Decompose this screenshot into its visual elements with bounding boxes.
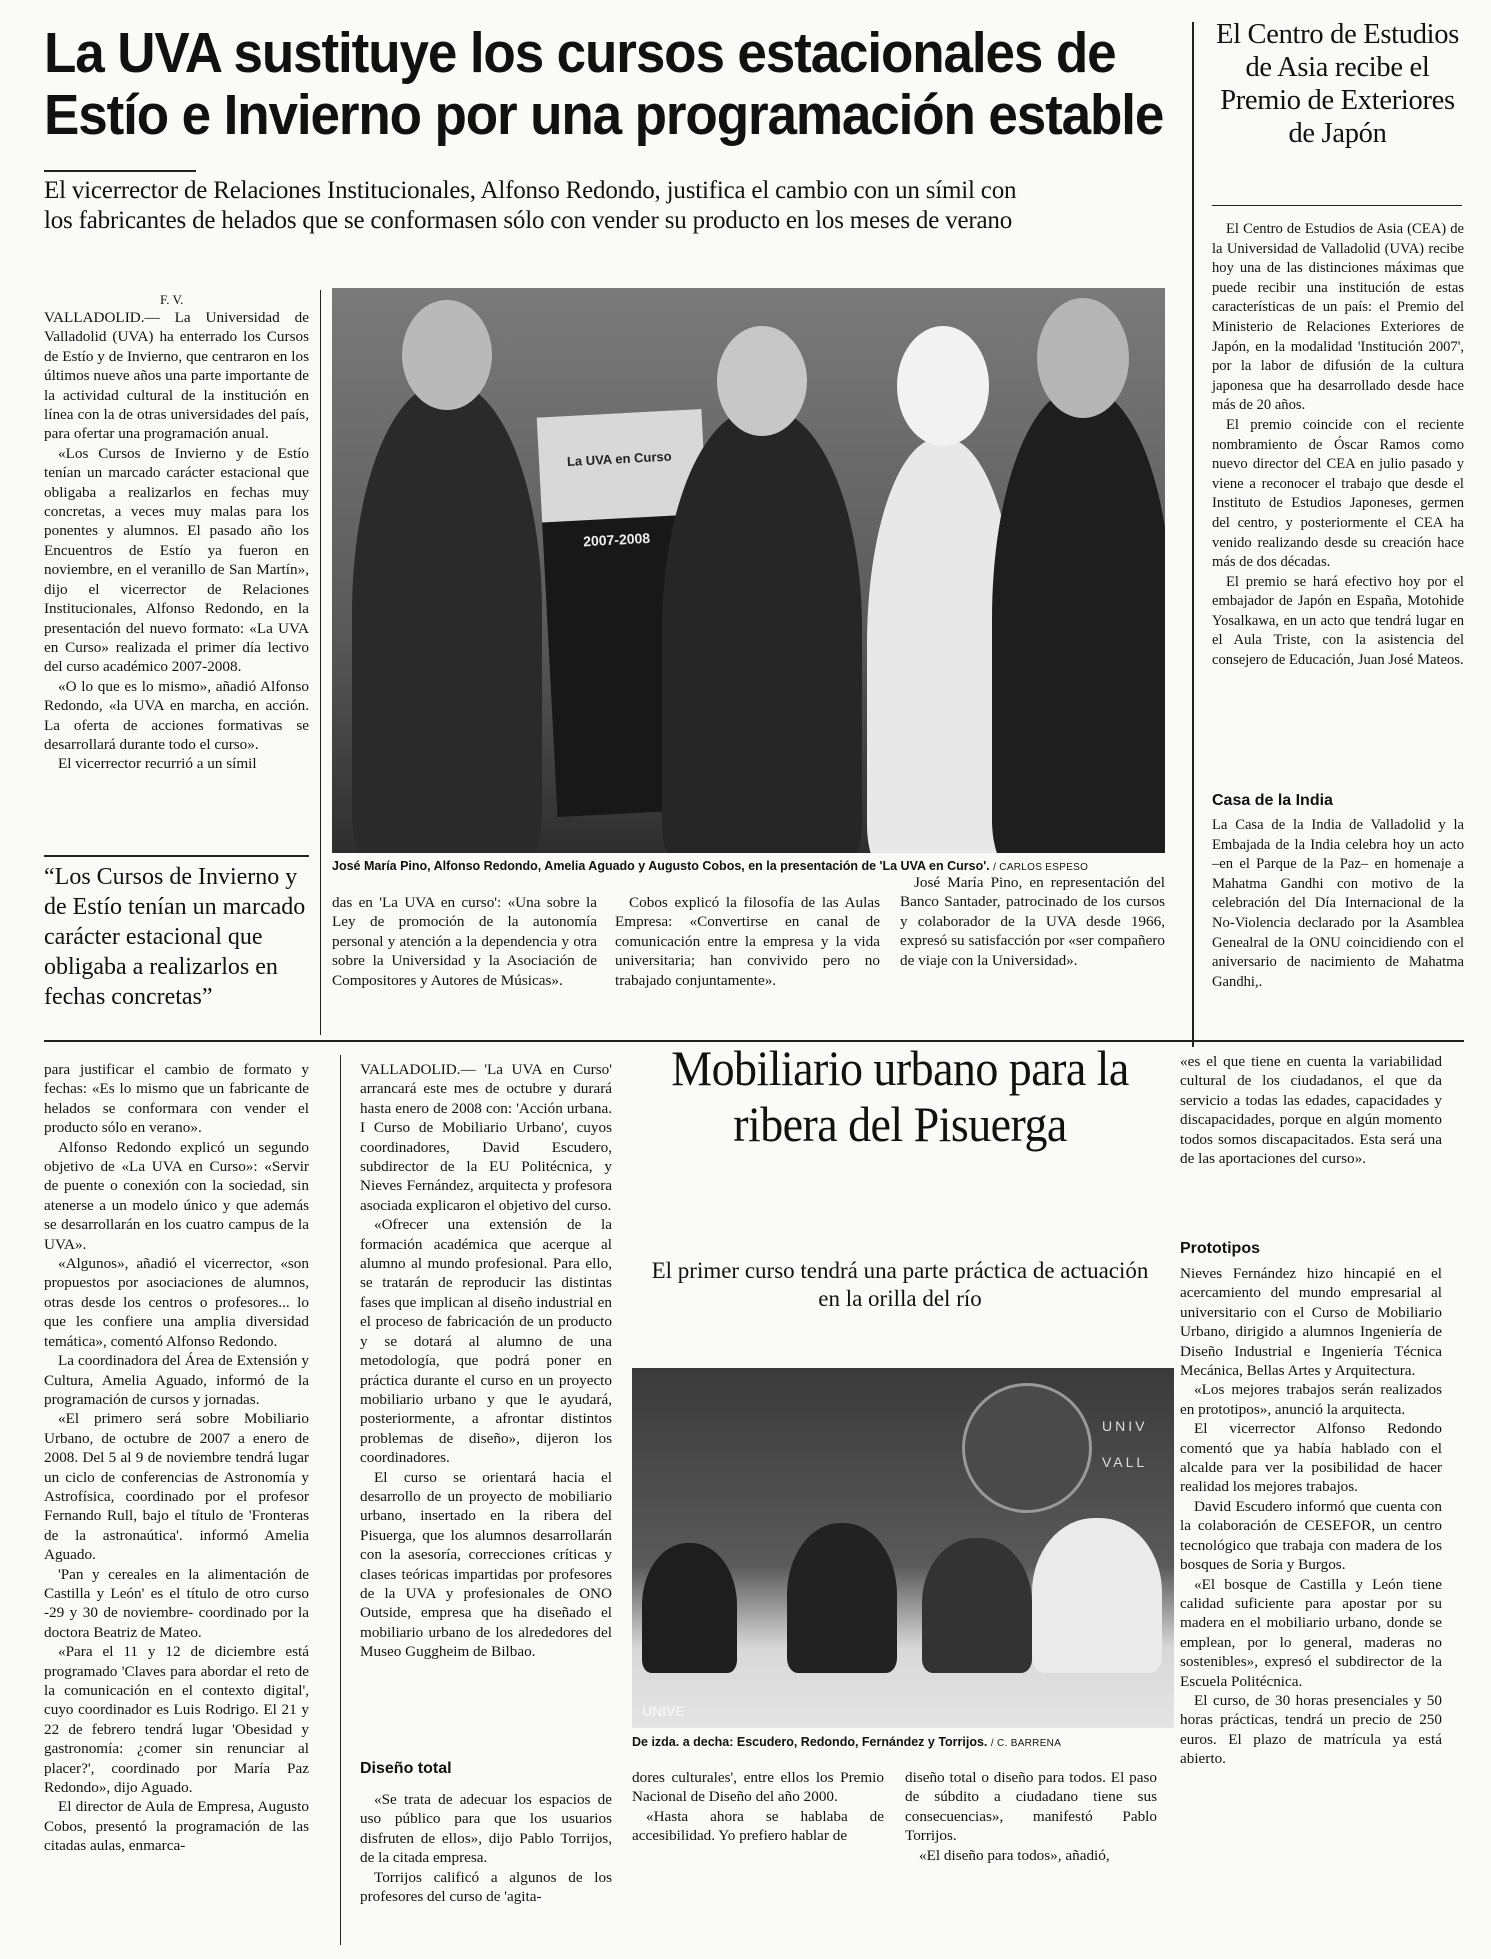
under-photo-col-2 (615, 893, 880, 990)
paragraph: «El bosque de Castilla y León tiene calidad suficiente para apostar por su madera en el mobiliario urbano, donde se emplean, por lo general, maderas no sostenibles», expresó el subdirector de la Escuela Politécnica. (1180, 1575, 1442, 1690)
subhead-diseno-total: Diseño total (360, 1760, 452, 1777)
paragraph: David Escudero informó que cuenta con la colaboración de CESEFOR, un centro tecnológico que trabaja con madera de los bosques de Soria y Burgos. (1180, 1497, 1442, 1574)
paragraph: «Los Cursos de Invierno y de Estío tenían un marcado carácter estacional que obligaba a realizarlos en fechas muy concretas, a veces muy malas para los ponentes y alumnos. El pasado año los Encuentros de Estío ya fueron en noviembre, en el veranillo de San Martín», dijo el vicerrector de Relaciones Institucionales, Alfonso Redondo, en la presentación del nuevo formato: «La UVA en Curso» realizada el primer día lectivo del curso académico 2007-2008. (44, 444, 309, 676)
side-headline: El Centro de Estudios de Asia recibe el Premio de Exteriores de Japón (1215, 19, 1460, 149)
paragraph: para justificar el cambio de formato y fechas: «Es lo mismo que un fabricante de helados se conformara con vender el producto sólo en verano». (44, 1061, 309, 1137)
caption-credit: / C. BARRENA (990, 1738, 1062, 1749)
paragraph: «Para el 11 y 12 de diciembre está programado 'Claves para abordar el reto de la comunicación en el contexto digital', cuyo coordinador es Luis Rodrigo. El 21 y 22 de febrero tendrá lugar 'Obesidad y gastronomía: ¿comer sin renunciar al placer?', coordinado por María Paz Redondo», dijo Aguado. (44, 1643, 309, 1797)
side-subhead-casa-india: Casa de la India (1212, 792, 1333, 809)
mobiliario-column-c-bottom (905, 1768, 1157, 1865)
paragraph: José María Pino, en representación del Banco Santader, patrocinado de los cursos y colaborador de la UVA desde 1966, expresó su satisfacción por «ser compañero de viaje con la Universidad». (900, 874, 1165, 969)
paragraph: Cobos explicó la filosofía de las Aulas Empresa: «Convertirse en canal de comunicación entre la empresa y la vida universitaria; han convivido pero no trabajado conjuntamente». (615, 894, 880, 989)
paragraph: El vicerrector recurrió a un símil (58, 755, 257, 773)
paragraph: Torrijos calificó a algunos de los profesores del curso de 'agita- (360, 1868, 612, 1906)
paragraph: diseño total o diseño para todos. El paso de súbdito a ciudadano tiene sus consecuencias», manifestó Pablo Torrijos. (905, 1769, 1157, 1845)
paragraph: «Hasta ahora se hablaba de accesibilidad. Yo prefiero hablar de (632, 1807, 884, 1845)
paragraph: «Algunos», añadió el vicerrector, «son propuestos por asociaciones de alumnos, otras desde los centros o profesores... lo que les confiere una amplia diversidad temática», comentó Alfonso Redondo. (44, 1255, 309, 1350)
paragraph: 'Pan y cereales en la alimentación de Castilla y León' es el título de otro curso -29 y 30 de noviembre- coordinado por la doctora Beatriz de Mateo. (44, 1565, 309, 1641)
caption-text: De izda. a decha: Escudero, Redondo, Fernández y Torrijos. (632, 1735, 988, 1749)
person-redondo (787, 1523, 897, 1673)
person-alfonso-redondo (662, 408, 862, 853)
column-divider-right (1192, 22, 1194, 1047)
headline-short-rule (44, 170, 196, 172)
paragraph: La Casa de la India de Valladolid y la Embajada de la India celebra hoy un acto –en el Parque de la Paz– en homenaje a Mahatma Gandhi con motivo de la celebración del Día Internacional de la No-Violencia declarado por la Asamblea Genealral de la ONU coincidiendo con el aniversario de nacimiento de Mahatma Gandhi,. (1212, 817, 1464, 990)
column-divider-lower (340, 1055, 341, 1945)
side-column (1212, 220, 1464, 671)
mobiliario-column-d-proto (1180, 1264, 1442, 1769)
paragraph: El premio se hará efectivo hoy por el embajador de Japón en España, Motohide Yosalkawa, en un acto que tendrá lugar en el Aula Triste, con la asistencia del consejero de Educación, Juan José Mateos. (1212, 573, 1464, 669)
paragraph: «es el que tiene en cuenta la variabilidad cultural de los ciudadanos, el que da servicio a todas las edades, capacidades y discapacidades, porque en algún momento todos somos discapacitados. Esta será una de las aportaciones del curso». (1180, 1053, 1442, 1168)
person-head (897, 326, 989, 446)
mobiliario-column-b-bottom (632, 1768, 884, 1846)
paragraph: das en 'La UVA en curso': «Una sobre la Ley de promoción de la autonomía personal y atención a la dependencia y otra sobre la Universidad y la Asociación de Compositores y Autores de Músicas». (332, 894, 597, 989)
person-jose-maria-pino (352, 383, 542, 853)
poster-year: 2007-2008 (582, 529, 651, 550)
main-subtitle-line1: El vicerrector de Relaciones Institucionales, Alfonso Redondo, justifica el cambio con un símil con (44, 177, 1017, 204)
paragraph: «Ofrecer una extensión de la formación académica que acerque al alumno al mundo profesional. Para ello, se tratarán de reproducir las distintas fases que implican al diseño industrial en el proceso de fabricación de un producto y se dotará al alumno de una metodología, que podrá poner en práctica durante el curso en un proyecto mobiliario urbano y que le ayudará, posteriormente, a afrontar distintos problemas de diseño», dijeron los coordinadores. (360, 1216, 612, 1467)
mobiliario-column-a-bottom (360, 1790, 612, 1906)
pull-quote-rule (44, 855, 309, 857)
paragraph: dores culturales', entre ellos los Premio Nacional de Diseño del año 2000. (632, 1769, 884, 1806)
person-head (402, 300, 492, 410)
paragraph: El vicerrector Alfonso Redondo comentó que ya había hablado con el alcalde para ver la posibilidad de hacer realidad los mejores trabajos. (1180, 1420, 1442, 1496)
paragraph: Nieves Fernández hizo hincapié en el acercamiento del mundo empresarial al universitario con el Curso de Mobiliario Urbano, dirigido a alumnos Ingeniería de Diseño Industrial e Ingeniería Técnica Mecánica, Bellas Artes y Arquitectura. (1180, 1265, 1442, 1380)
main-headline (44, 21, 1164, 147)
caption-credit: / CARLOS ESPESO (993, 862, 1089, 873)
paragraph: El director de Aula de Empresa, Augusto Cobos, presentó la programación de las citadas aulas, enmarca- (44, 1798, 309, 1855)
paragraph: VALLADOLID.— 'La UVA en Curso' arrancará este mes de octubre y durará hasta enero de 2008 con: 'Acción urbana. I Curso de Mobiliario Urbano', cuyos coordinadores, David Escudero, subdirector de la EU Politécnica, y Nieves Fernández, arquitecta y profesora asociada explicaron el objetivo del curso. (360, 1061, 612, 1214)
main-lower-column (44, 1060, 309, 1856)
under-photo-col-3 (900, 873, 1165, 970)
main-subtitle-line2: los fabricantes de helados que se conformasen sólo con vender su producto en los meses de verano (44, 207, 1012, 234)
side-headline-rule (1212, 205, 1462, 206)
person-head (717, 326, 807, 436)
paragraph: «O lo que es lo mismo», añadió Alfonso Redondo, «la UVA en marcha, en acción. La oferta de acciones formativas se desarrollará durante todo el curso». (44, 677, 309, 753)
photo-wall-text: UNIV VALL (1102, 1418, 1148, 1470)
paragraph: El Centro de Estudios de Asia (CEA) de la Universidad de Valladolid (UVA) recibe hoy una de las distinciones máximas que puede recibir una institución de estas características de un país: el Premio del Ministerio de Relaciones Exteriores de Japón, en la modalidad 'Institución 2007', por la labor de difusión de la cultura japonesa que ha desarrollado desde hace más de 20 años. (1212, 221, 1464, 414)
byline: F. V. (160, 292, 184, 307)
presentation-photo (332, 288, 1165, 853)
main-headline-line2: Estío e Invierno por una programación estable (44, 83, 1164, 147)
person-fernandez (922, 1538, 1032, 1673)
paragraph: «Los mejores trabajos serán realizados en prototipos», anunció la arquitecta. (1180, 1381, 1442, 1418)
pull-quote: “Los Cursos de Invierno y de Estío tenían un marcado carácter estacional que obligaba a realizarlos en fechas concretas” (44, 864, 306, 1010)
mobiliario-column-d (1180, 1052, 1442, 1168)
university-seal (962, 1383, 1092, 1513)
paragraph: «Se trata de adecuar los espacios de uso público para que los usuarios disfruten de ellos», dijo Pablo Torrijos, de la citada empresa. (360, 1791, 612, 1867)
main-column-1 (44, 308, 309, 774)
main-subtitle (44, 176, 1184, 236)
column-divider-left (320, 290, 321, 1035)
mobiliario-column-a (360, 1060, 612, 1662)
person-torrijos (1032, 1518, 1162, 1673)
paragraph: Alfonso Redondo explicó un segundo objetivo de «La UVA en Curso»: «Servir de puente o conexión con la sociedad, sin atenerse a un modelo único y que además se desarrollarán en los cuatro campus de la UVA». (44, 1138, 309, 1253)
person-head (1037, 298, 1129, 418)
person-augusto-cobos (992, 388, 1165, 853)
side-india-column (1212, 816, 1464, 992)
paragraph: «El diseño para todos», añadió, (919, 1846, 1110, 1864)
paragraph: La coordinadora del Área de Extensión y Cultura, Amelia Aguado, informó de la programación de cursos y jornadas. (44, 1352, 309, 1408)
escudero-photo (632, 1368, 1174, 1728)
caption-text: José María Pino, Alfonso Redondo, Amelia Aguado y Augusto Cobos, en la presentación de 'La UVA en Curso'. (332, 859, 990, 873)
paragraph: El curso se orientará hacia el desarrollo de un proyecto de mobiliario urbano, insertado en la ribera del Pisuerga, que los alumnos desarrollarán con la asesoría, correcciones críticas y clases teóricas impartidas por profesores de la UVA y profesionales de ONO Outside, empresa que ha diseñado el mobiliario urbano de los alrededores del Museo Guggheim de Bilbao. (360, 1468, 612, 1661)
paragraph: El curso, de 30 horas presenciales y 50 horas prácticas, tendrá un precio de 250 euros. El plazo de matrícula ya está abierto. (1180, 1691, 1442, 1768)
subhead-prototipos: Prototipos (1180, 1240, 1260, 1257)
second-photo-caption (632, 1734, 1174, 1752)
person-escudero (642, 1543, 737, 1673)
paragraph: VALLADOLID.— La Universidad de Valladolid (UVA) ha enterrado los Cursos de Estío y de Invierno, que centraron en los últimos nueve años una parte importante de la actividad cultural de la institución en línea con la de otras universidades del país, para ofertar una programación anual. (44, 309, 309, 443)
poster-title: La UVA en Curso (566, 448, 672, 470)
main-headline-line1: La UVA sustituye los cursos estacionales de (44, 21, 1116, 85)
mobiliario-headline: Mobiliario urbano para la ribera del Pisuerga (671, 1040, 1129, 1152)
mobiliario-subtitle: El primer curso tendrá una parte práctica de actuación en la orilla del río (651, 1258, 1149, 1311)
paragraph: El premio coincide con el reciente nombramiento de Óscar Ramos como nuevo director del CEA en julio pasado y viene a reconocer el trabajo que desde el Instituto de Estudios Japoneses, germen del centro, y posteriormente el CEA ha venido realizando desde su creación hace más de dos décadas. (1212, 416, 1464, 571)
photo-table-text: UNIVE (642, 1703, 685, 1719)
paragraph: «El primero será sobre Mobiliario Urbano, de octubre de 2007 a enero de 2008. Del 5 al 9 de noviembre tendrá lugar un ciclo de conferencias de Astronomía y Astrofísica, coordinado por el profesor Fernando Rull, bajo el título de 'Fronteras de la astronaútica'. informó Amelia Aguado. (44, 1410, 309, 1564)
under-photo-col-1 (332, 893, 597, 990)
